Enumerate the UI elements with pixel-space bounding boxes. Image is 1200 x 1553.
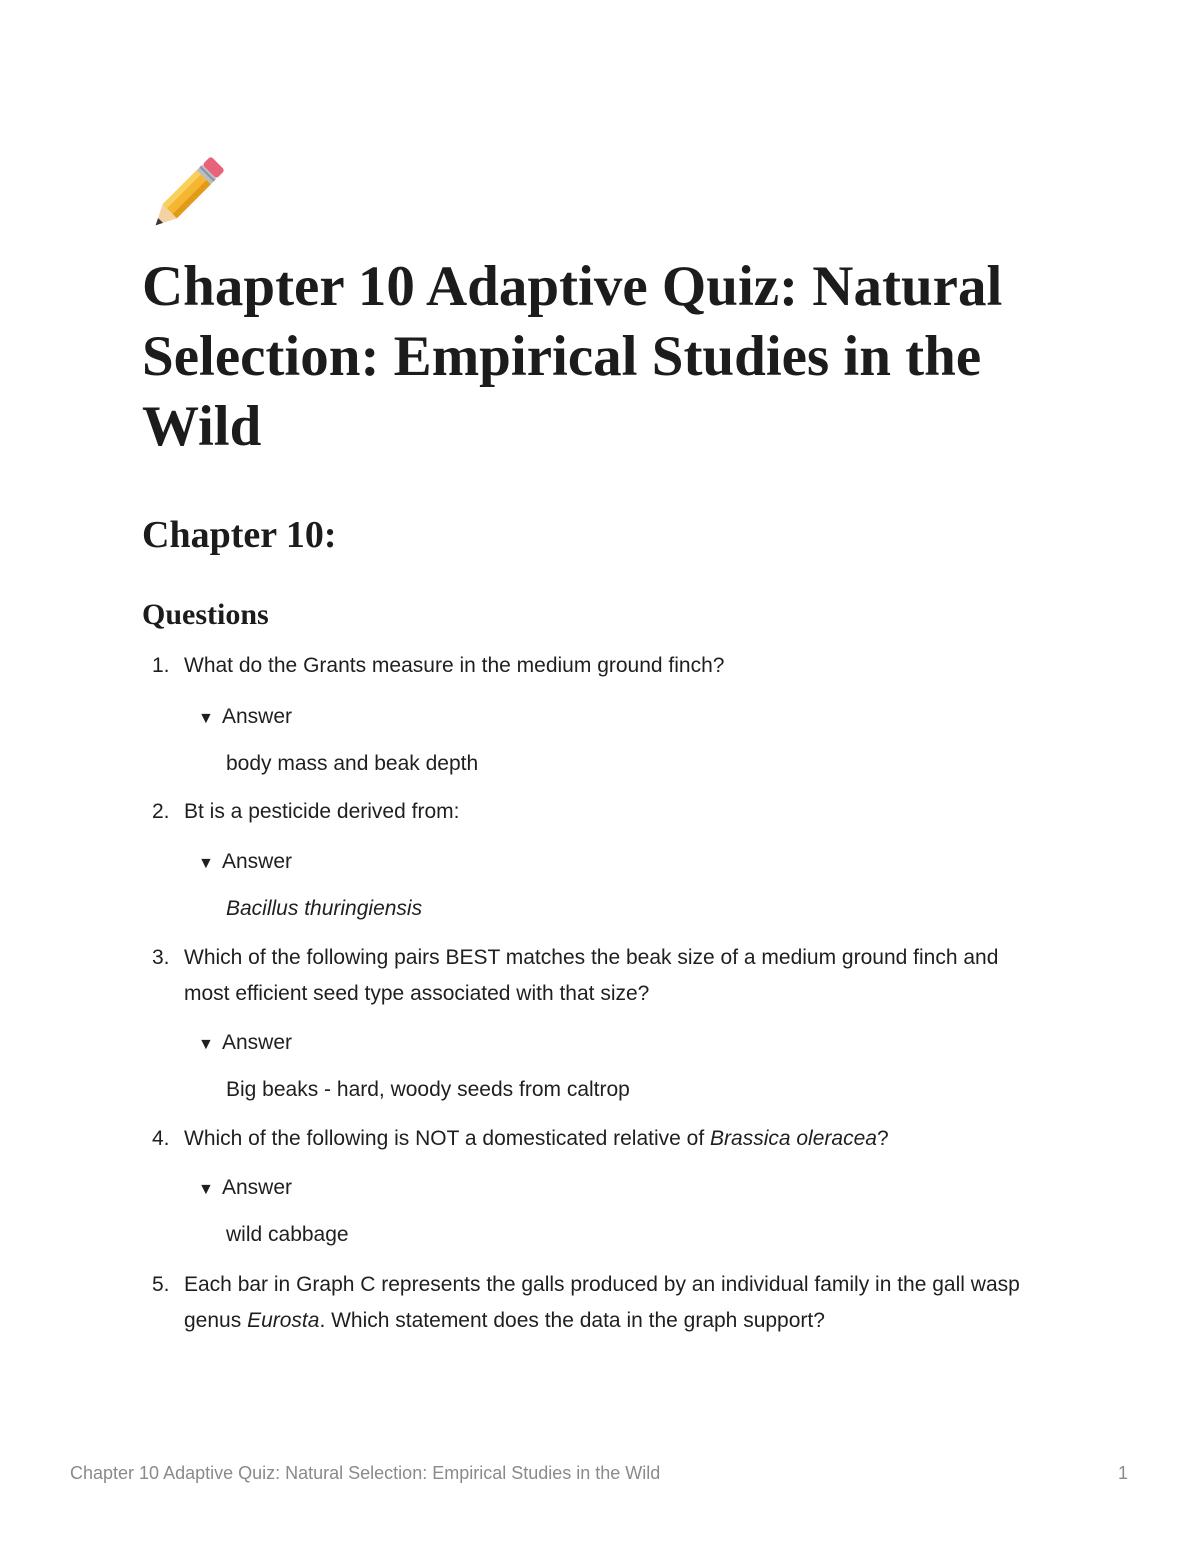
answer-toggle[interactable] bbox=[198, 1172, 292, 1206]
question-text-line2: most efficient seed type associated with that size? bbox=[184, 982, 650, 1005]
triangle-down-icon: ▼ bbox=[198, 1181, 214, 1198]
page-title: Chapter 10 Adaptive Quiz: Natural Selection: Empirical Studies in the Wild bbox=[142, 255, 1003, 458]
chapter-heading: Chapter 10: bbox=[142, 514, 337, 556]
triangle-down-icon: ▼ bbox=[198, 855, 214, 872]
answer-toggle[interactable] bbox=[198, 846, 292, 880]
triangle-down-icon: ▼ bbox=[198, 710, 214, 727]
question-text-line1: Each bar in Graph C represents the galls produced by an individual family in the gall wasp bbox=[184, 1273, 1020, 1296]
answer-text: wild cabbage bbox=[226, 1223, 349, 1246]
answer-toggle[interactable] bbox=[198, 701, 292, 735]
question-text-before: Which of the following is NOT a domesticated relative of bbox=[184, 1127, 711, 1150]
answer-toggle-label: Answer bbox=[222, 850, 293, 873]
question-number: 1. bbox=[152, 654, 170, 677]
question-number: 3. bbox=[152, 946, 170, 969]
answer-text: Big beaks - hard, woody seeds from caltrop bbox=[226, 1078, 630, 1101]
answer-toggle-label: Answer bbox=[222, 1031, 293, 1054]
answer-toggle-label: Answer bbox=[222, 1176, 293, 1199]
answer-text: body mass and beak depth bbox=[226, 752, 479, 775]
question-number: 5. bbox=[152, 1273, 170, 1296]
pencil-icon bbox=[143, 152, 229, 238]
answer-toggle-label: Answer bbox=[222, 705, 293, 728]
question-text-italic: Eurosta bbox=[247, 1309, 320, 1332]
answer-toggle[interactable] bbox=[198, 1027, 292, 1061]
question-number: 2. bbox=[152, 800, 170, 823]
question-number: 4. bbox=[152, 1127, 170, 1150]
question-text-after: . Which statement does the data in the graph support? bbox=[319, 1309, 825, 1332]
question-text bbox=[184, 1121, 1054, 1156]
questions-heading: Questions bbox=[142, 598, 269, 631]
question-text: Bt is a pesticide derived from: bbox=[184, 800, 460, 823]
question-text-line1: Which of the following pairs BEST matches the beak size of a medium ground finch and bbox=[184, 946, 999, 969]
answer-text: Bacillus thuringiensis bbox=[226, 897, 423, 920]
footer-title: Chapter 10 Adaptive Quiz: Natural Selection: Empirical Studies in the Wild bbox=[70, 1463, 661, 1483]
page-number: 1 bbox=[1118, 1463, 1129, 1483]
question-text-line2 bbox=[184, 1303, 1054, 1338]
triangle-down-icon: ▼ bbox=[198, 1036, 214, 1053]
question-text: What do the Grants measure in the medium ground finch? bbox=[184, 654, 725, 677]
question-text-before: genus bbox=[184, 1309, 248, 1332]
question-text-after: ? bbox=[876, 1127, 889, 1150]
question-text-italic: Brassica oleracea bbox=[710, 1127, 877, 1150]
